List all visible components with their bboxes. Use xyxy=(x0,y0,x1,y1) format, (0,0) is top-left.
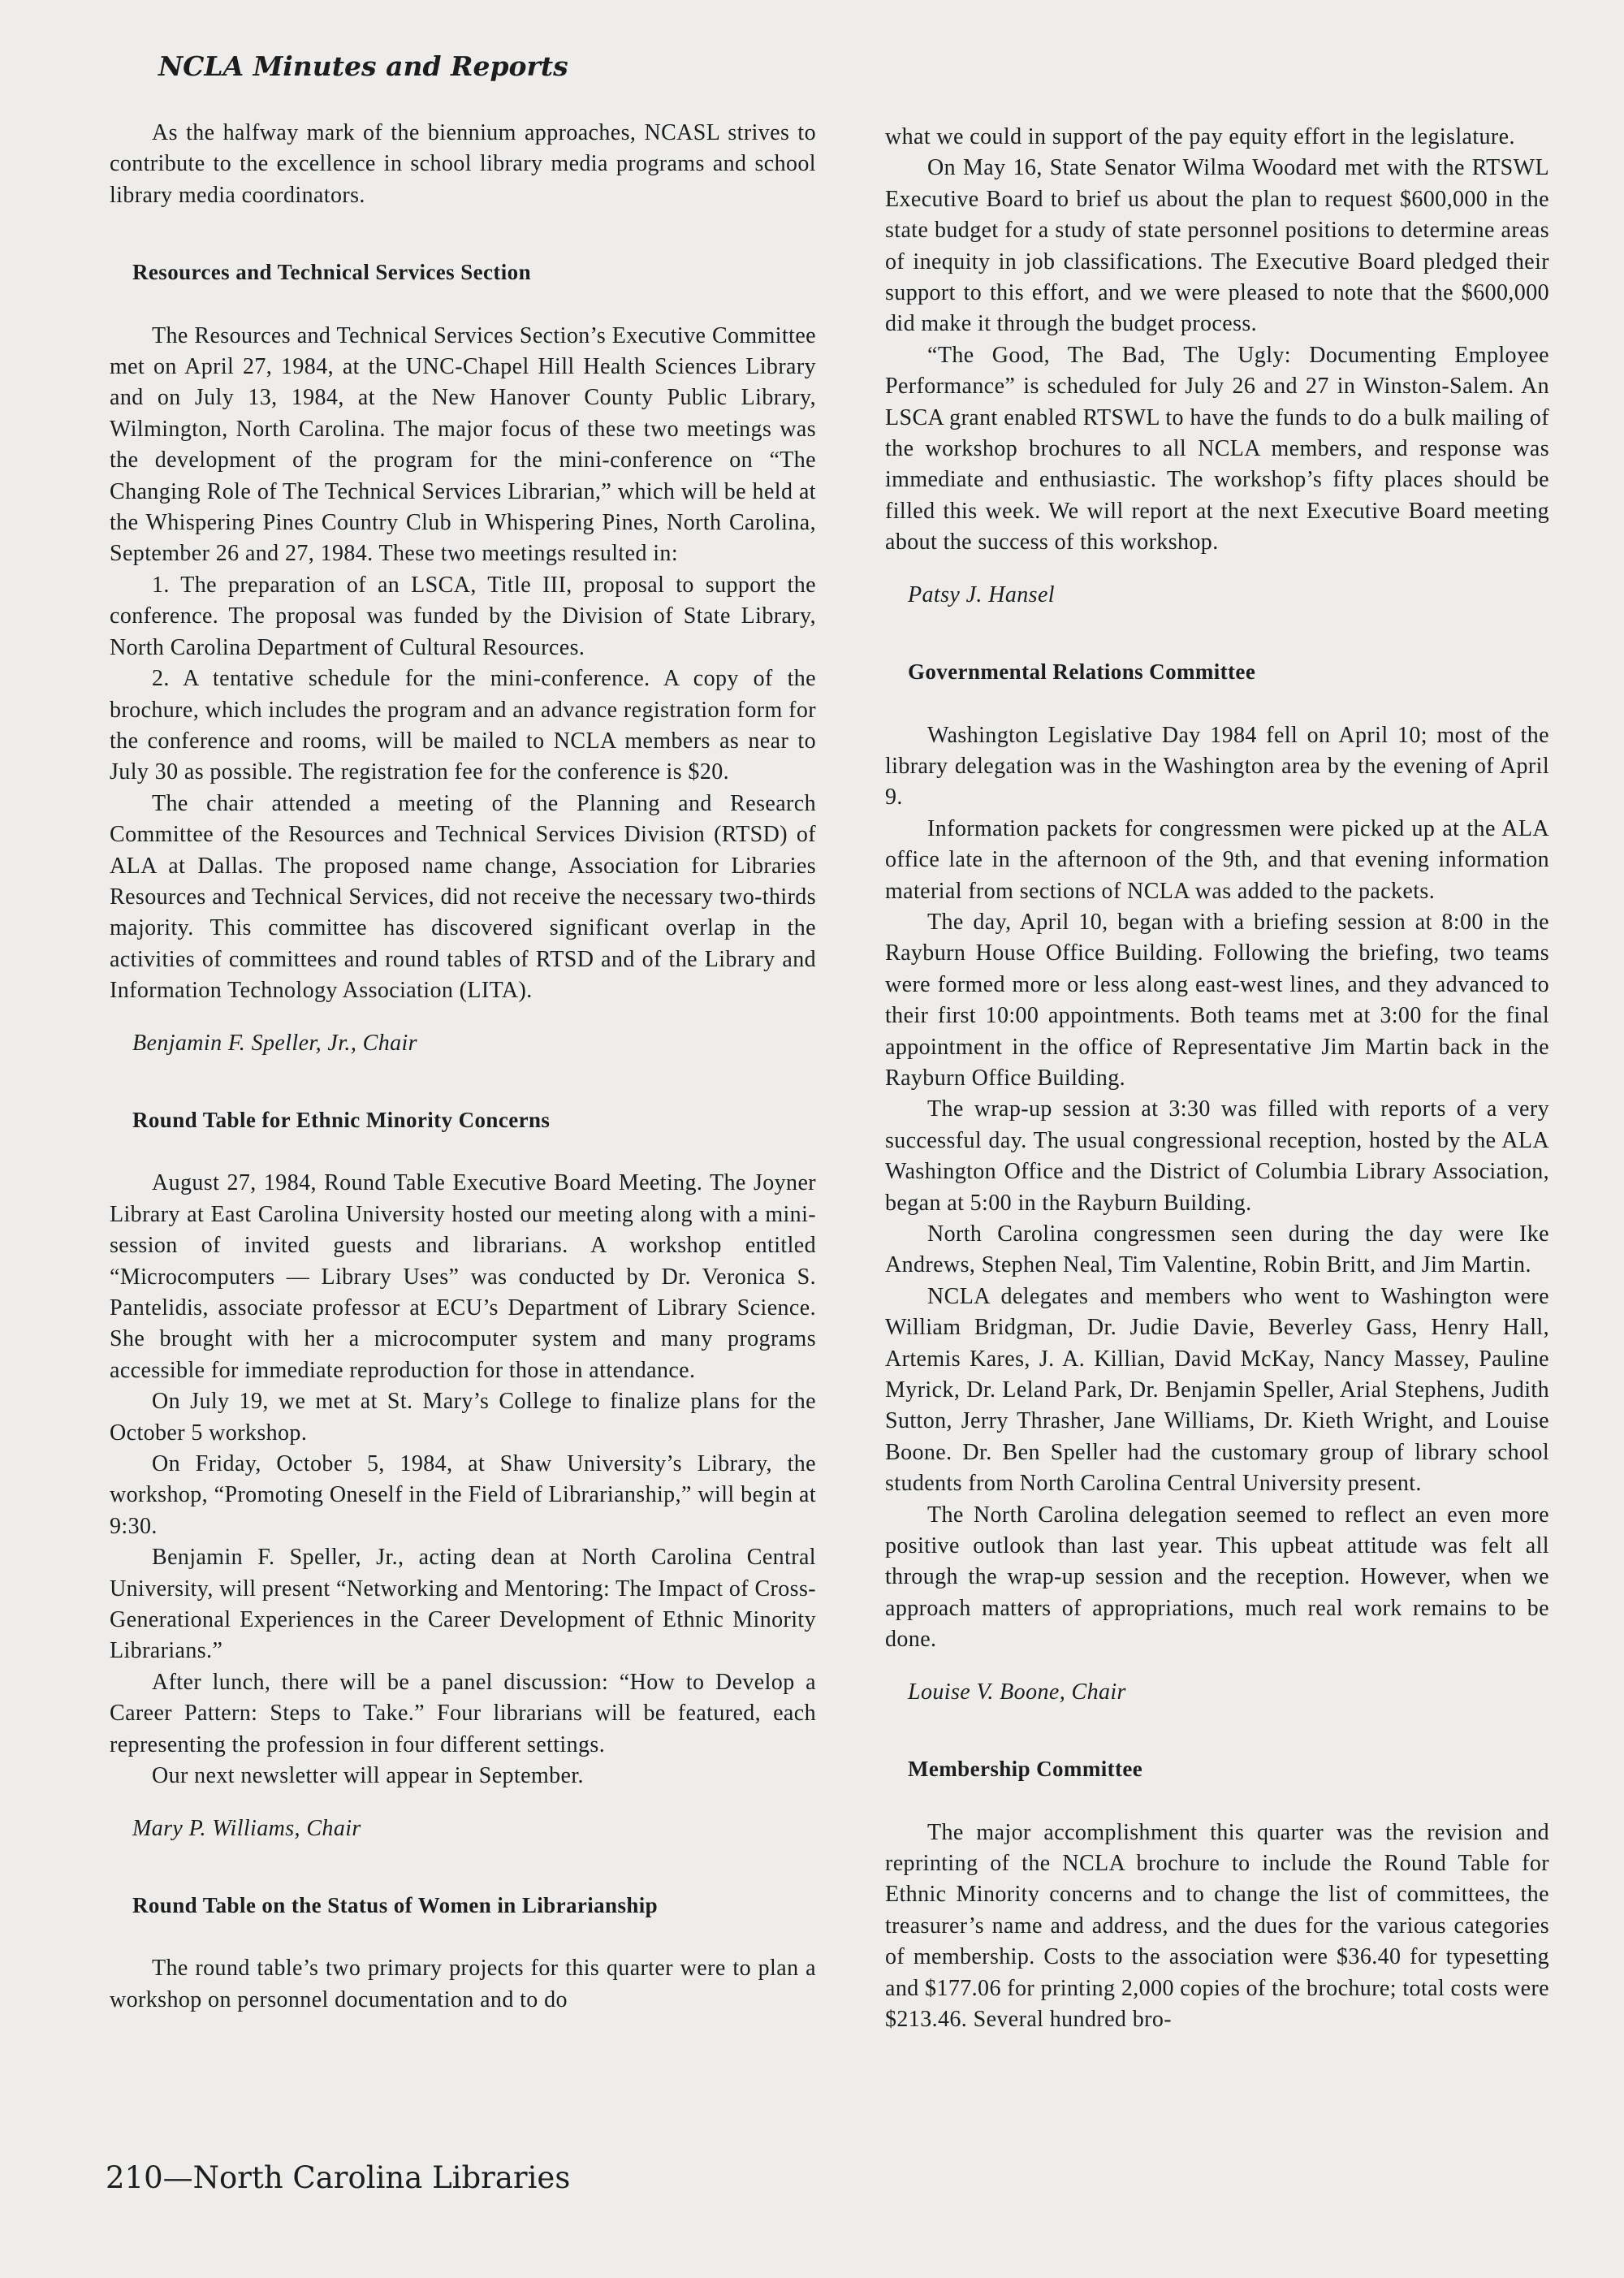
paragraph: 2. A tentative schedule for the mini-conference. A copy of the brochure, which includes the program and an advance registration form for the conference and rooms, will be mailed to NCLA members as near to July 30 as possible. The registration fee for the conference is $20. xyxy=(110,666,816,785)
paragraph: “The Good, The Bad, The Ugly: Documenting Employee Performance” is scheduled for July 26 and 27 in Winston-Salem. An LSCA grant enabled RTSWL to have the funds to do a bulk mailing of the workshop brochures to all NCLA members, and response was immediate and enthusiastic. The workshop’s fifty places should be filled this week. We will report at the next Executive Board meeting about the success of this workshop. xyxy=(885,342,1549,555)
paragraph: Washington Legislative Day 1984 fell on April 10; most of the library delegation was in the Washington area by the evening of April 9. xyxy=(885,722,1549,810)
paragraph: The chair attended a meeting of the Planning and Research Committee of the Resources and Technical Services Division (RTSD) of ALA at Dallas. The proposed name change, Association for Libraries Resources and Technical Services, did not receive the necessary two-thirds majority. This committee has discovered significant overlap in the activities of committees and round tables of RTSD and of the Library and Information Technology Association (LITA). xyxy=(110,790,816,1004)
paragraph: The Resources and Technical Services Section’s Executive Committee met on April 27, 1984, at the UNC-Chapel Hill Health Sciences Library and on July 13, 1984, at the New Hanover County Public Library, Wilmington, North Carolina. The major focus of these two meetings was the development of the program for the mini-conference on “The Changing Role of The Technical Services Librarian,” which will be held at the Whispering Pines Country Club in Whispering Pines, North Carolina, September 26 and 27, 1984. These two meetings resulted in: xyxy=(110,322,816,567)
paragraph: 1. The preparation of an LSCA, Title III, proposal to support the conference. The proposal was funded by the Division of State Library, North Carolina Department of Cultural Resources. xyxy=(110,572,816,660)
section-heading: Round Table for Ethnic Minority Concerns xyxy=(132,1107,551,1132)
signature: Benjamin F. Speller, Jr., Chair xyxy=(132,1030,417,1056)
signature: Louise V. Boone, Chair xyxy=(908,1679,1126,1705)
left-column xyxy=(110,118,816,2016)
paragraph: NCLA delegates and members who went to Washington were William Bridgman, Dr. Judie Davie, Beverley Gass, Henry Hall, Artemis Kares, J. A. Killian, David McKay, Nancy Massey, Pauline Myrick, Dr. Leland Park, Dr. Benjamin Speller, Arial Stephens, Judith Sutton, Jerry Thrasher, Jane Williams, Dr. Kieth Wright, and Louise Boone. Dr. Ben Speller had the customary group of library school students from North Carolina Central University present. xyxy=(885,1283,1549,1497)
paragraph: The North Carolina delegation seemed to reflect an even more positive outlook than last year. This upbeat attitude was felt all through the wrap-up session and the reception. However, when we approach matters of appropriations, much real work remains to be done. xyxy=(885,1502,1549,1653)
paragraph: Benjamin F. Speller, Jr., acting dean at North Carolina Central University, will present “Networking and Mentoring: The Impact of Cross-Generational Experiences in the Career Development of Ethnic Minority Librarians.” xyxy=(110,1545,816,1664)
paragraph: The wrap-up session at 3:30 was filled with reports of a very successful day. The usual congressional reception, hosted by the ALA Washington Office and the District of Columbia Library Association, began at 5:00 in the Rayburn Building. xyxy=(885,1096,1549,1216)
paragraph: After lunch, there will be a panel discussion: “How to Develop a Career Pattern: Steps to Take.” Four librarians will be featured, each representing the profession in four different settings. xyxy=(110,1669,816,1757)
paragraph: On May 16, State Senator Wilma Woodard met with the RTSWL Executive Board to brief us about the plan to request $600,000 in the state budget for a study of state personnel positions to determine areas of inequity in job classifications. The Executive Board pledged their support to this effort, and we were pleased to note that the $600,000 did make it through the budget process. xyxy=(885,155,1549,337)
paragraph: The major accomplishment this quarter was the revision and reprinting of the NCLA brochure to include the Round Table for Ethnic Minority concerns and to change the list of committees, the treasurer’s name and address, and the dues for the various categories of membership. Costs to the association were $36.40 for typesetting and $177.06 for printing 2,000 copies of the brochure; total costs were $213.46. Several hundred bro- xyxy=(885,1819,1549,2032)
section-heading: Membership Committee xyxy=(908,1757,1143,1782)
paragraph: On July 19, we met at St. Mary’s College to finalize plans for the October 5 workshop. xyxy=(110,1389,816,1446)
paragraph: The round table’s two primary projects for this quarter were to plan a workshop on personnel documentation and to do xyxy=(110,1956,816,2012)
paragraph: North Carolina congressmen seen during the day were Ike Andrews, Stephen Neal, Tim Valentine, Robin Britt, and Jim Martin. xyxy=(885,1221,1549,1278)
paragraph: The day, April 10, began with a briefing session at 8:00 in the Rayburn House Office Building. Following the briefing, two teams were formed more or less along east-west lines, and they advanced to their first 10:00 appointments. Both teams met at 3:00 for the final appointment in the office of Representative Jim Martin back in the Rayburn Office Building. xyxy=(885,909,1549,1091)
paragraph: Our next newsletter will appear in September. xyxy=(152,1763,584,1789)
running-header: NCLA Minutes and Reports xyxy=(158,50,568,82)
signature: Patsy J. Hansel xyxy=(908,581,1055,607)
section-heading: Governmental Relations Committee xyxy=(908,659,1256,685)
paragraph: Information packets for congressmen were picked up at the ALA office late in the afternoon of the 9th, and that evening information material from sections of NCLA was added to the packets. xyxy=(885,815,1549,904)
page-footer: 210—North Carolina Libraries xyxy=(106,2160,571,2195)
section-heading: Round Table on the Status of Women in Librarianship xyxy=(132,1892,659,1917)
signature: Mary P. Williams, Chair xyxy=(132,1815,361,1841)
paragraph: what we could in support of the pay equity effort in the legislature. xyxy=(885,124,1515,149)
right-column xyxy=(885,122,1549,2035)
paragraph: On Friday, October 5, 1984, at Shaw University’s Library, the workshop, “Promoting Oneself in the Field of Librarianship,” will begin at 9:30. xyxy=(110,1451,816,1539)
paragraph: August 27, 1984, Round Table Executive Board Meeting. The Joyner Library at East Carolina University hosted our meeting along with a mini-session of invited guests and librarians. A workshop entitled “Microcomputers — Library Uses” was conducted by Dr. Veronica S. Pantelidis, associate professor at ECU’s Department of Library Science. She brought with her a microcomputer system and many programs accessible for immediate reproduction for those in attendance. xyxy=(110,1170,816,1383)
section-heading: Resources and Technical Services Section xyxy=(132,260,531,285)
paragraph: As the halfway mark of the biennium approaches, NCASL strives to contribute to the excellence in school library media programs and school library media coordinators. xyxy=(110,120,816,208)
